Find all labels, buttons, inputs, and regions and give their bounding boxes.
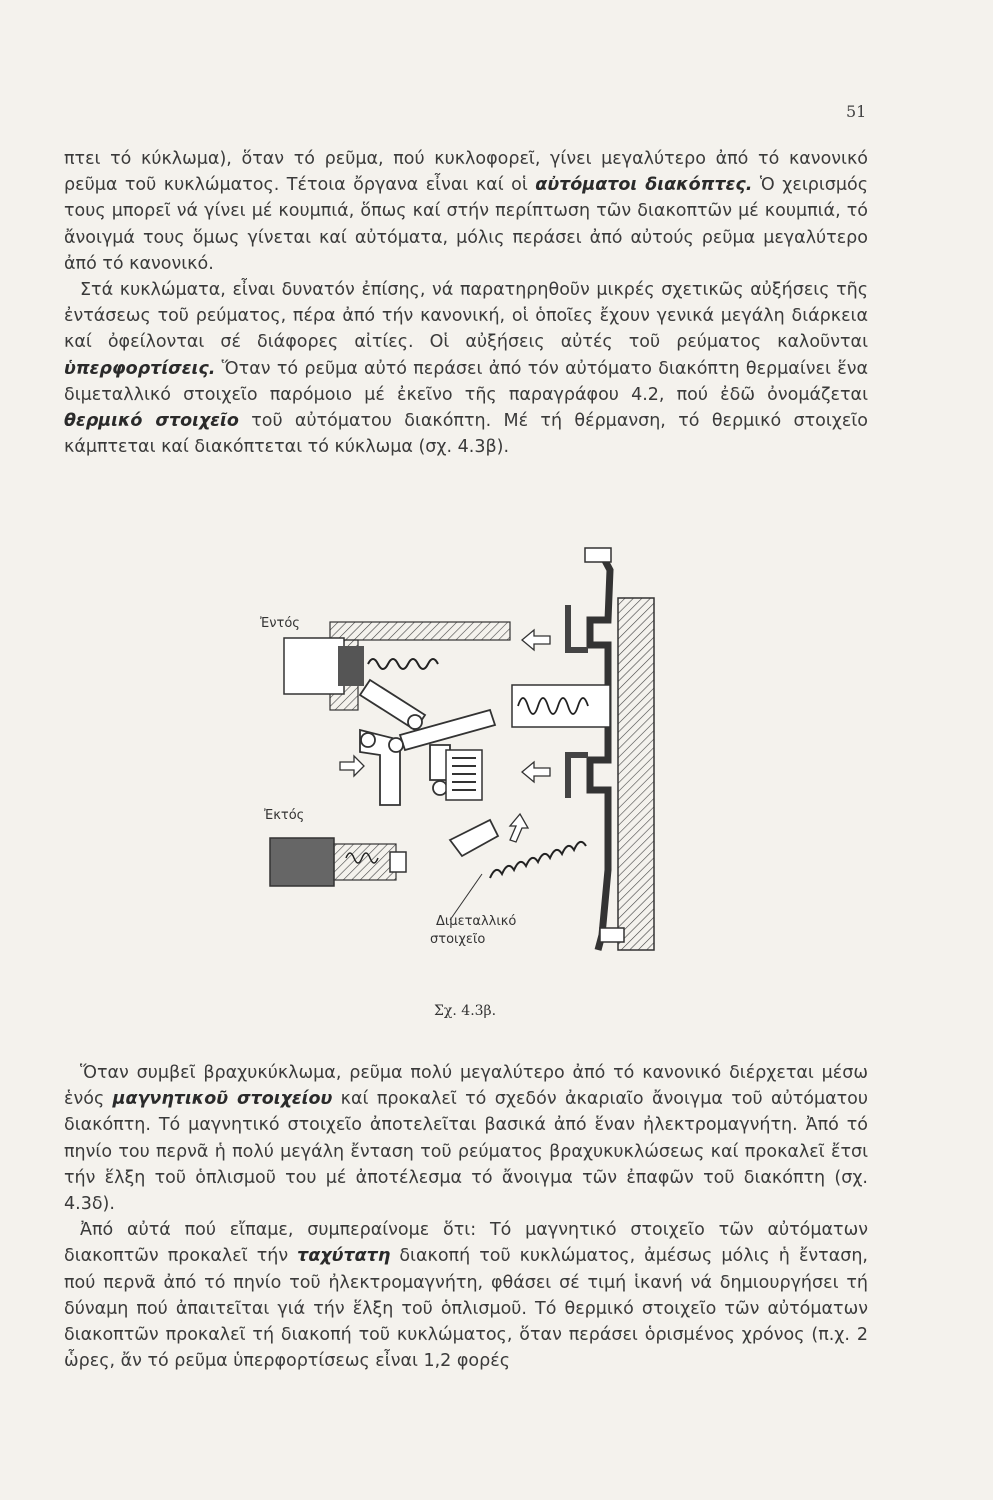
p1-text-a: πτει τό κύκλωμα), ὅταν τό ρεῦμα, πού κυκλοφορεῖ, γίνει μεγαλύτερο ἀπό τό κανονικό ρεῦμα τοῦ κυκλώματος. Τέτοια ὄργανα εἶναι καί οἱ (64, 149, 868, 196)
housing-top (330, 622, 510, 640)
bimetal-spring (490, 842, 586, 878)
label-on: Ἐντός (260, 616, 300, 631)
text-block-top (64, 146, 868, 460)
upper-contact (568, 605, 588, 650)
lower-contact (568, 755, 588, 798)
off-button (270, 838, 334, 886)
term-magnetic-element: μαγνητικοῦ στοιχείου (112, 1089, 333, 1110)
term-thermal-element: θερμικό στοιχεῖο (64, 411, 239, 432)
p3-text-a: Ὅταν συμβεῖ βραχυκύκλωμα, ρεῦμα πολύ μεγαλύτερο ἀπό τό κανονικό διέρχεται μέσω ἑνός (64, 1063, 868, 1110)
paragraph-2 (64, 277, 868, 460)
arrow-bimetal-icon (510, 814, 528, 842)
p2-text-a: Στά κυκλώματα, εἶναι δυνατόν ἐπίσης, νά παρατηρηθοῦν μικρές σχετικῶς αὐξήσεις τῆς ἐντάσεως τοῦ ρεύματος, πέρα ἀπό τήν κανονική, οἱ ὁποῖες ἔχουν γενικά μεγάλη διάρκεια καί ὀφείλονται σέ διάφορες αἰτίες. Οἱ αὐξήσεις αὐτές τοῦ ρεύματος καλοῦνται (64, 280, 868, 353)
upper-spring (368, 659, 438, 669)
paragraph-1 (64, 146, 868, 277)
term-fastest: ταχύτατη (297, 1246, 391, 1267)
bottom-screw (600, 928, 624, 942)
arrow-left-icon (340, 756, 364, 776)
arrow-upper-icon (522, 630, 550, 650)
term-automatic-switches: αὐτόματοι διακόπτες. (535, 175, 753, 196)
on-button-stem (338, 646, 364, 686)
off-button-holder (334, 844, 396, 880)
spring-housing (512, 685, 610, 727)
p2-text-b: Ὅταν τό ρεῦμα αὐτό περάσει ἀπό τόν αὐτόματο διακόπτη θερμαίνει ἕνα διμεταλλικό στοιχεῖο παρόμοιο μέ ἐκεῖνο τῆς παραγράφου 4.2, πού ἐδῶ ὀνομάζεται (64, 358, 868, 405)
figure-caption: Σχ. 4.3β. (434, 1003, 497, 1019)
p2-text-c: τοῦ αὐτόματου διακόπτη. Μέ τή θέρμανση, τό θερμικό στοιχεῖο κάμπτεται καί διακόπτεται τό κύκλωμα (σχ. 4.3β). (64, 411, 868, 458)
term-overloads: ὑπερφορτίσεις. (64, 358, 216, 379)
p3-text-b: καί προκαλεῖ τό σχεδόν ἀκαριαῖο ἄνοιγμα τοῦ αὐτόματου διακόπτη. Τό μαγνητικό στοιχεῖο ἀποτελεῖται βασικά ἀπό ἕναν ἠλεκτρομαγνήτη. Ἀπό τό πηνίο του περνᾶ ἡ πολύ μεγάλη ἔνταση τοῦ ρεύματος βραχυκυκλώσεως καί προκαλεῖ ἔτσι τήν ἕλξη τοῦ ὁπλισμοῦ του μέ ἀποτέλεσμα τό ἄνοιγμα τῶν ἐπαφῶν τοῦ διακόπτη (σχ. 4.3δ). (64, 1089, 868, 1215)
p1-text-b: Ὁ χειρισμός τους μπορεῖ νά γίνει μέ κουμπιά, ὅπως καί στήν περίπτωση τῶν διακοπτῶν μέ κουμπιά, τό ἄνοιγμά τους ὅμως γίνεται καί αὐτόματα, μόλις περάσει ἀπό αὐτούς ρεῦμα μεγαλύτερο ἀπό τό κανονικό. (64, 175, 868, 274)
label-bimetal-1: Διμεταλλικό (436, 914, 517, 929)
text-block-bottom (64, 1060, 868, 1374)
page-number: 51 (846, 102, 867, 121)
top-screw (585, 548, 611, 562)
paragraph-4 (64, 1217, 868, 1374)
bimetal-element (450, 820, 498, 856)
off-button-cap (390, 852, 406, 872)
p4-text-a: Ἀπό αὐτά πού εἴπαμε, συμπεραίνομε ὅτι: Τό μαγνητικό στοιχεῖο τῶν αὐτόματων διακοπτῶν προκαλεῖ τήν (64, 1220, 868, 1267)
label-bimetal-2: στοιχεῖο (430, 932, 486, 947)
p4-text-b: διακοπή τοῦ κυκλώματος, ἀμέσως μόλις ἡ ἔνταση, πού περνᾶ ἀπό τό πηνίο τοῦ ἠλεκτρομαγνήτη, φθάσει σέ τιμή ἱκανή νά δημιουργήσει τή δύναμη πού ἀπαιτεῖται γιά τήν ἕλξη τοῦ ὁπλισμοῦ. Τό θερμικό στοιχεῖο τῶν αὐτόματων διακοπτῶν προκαλεῖ τή διακοπή τοῦ κυκλώματος, ὅταν περάσει ὁρισμένος χρόνος (π.χ. 2 ὧρες, ἄν τό ρεῦμα ὑπερφορτίσεως εἶναι 1,2 φορές (64, 1246, 868, 1372)
mounting-wall (618, 598, 654, 950)
on-button (284, 638, 344, 694)
figure-4-3b (250, 540, 680, 980)
busbar (590, 555, 610, 950)
label-off: Ἐκτός (264, 808, 305, 823)
arrow-lower-icon (522, 762, 550, 782)
paragraph-3 (64, 1060, 868, 1217)
